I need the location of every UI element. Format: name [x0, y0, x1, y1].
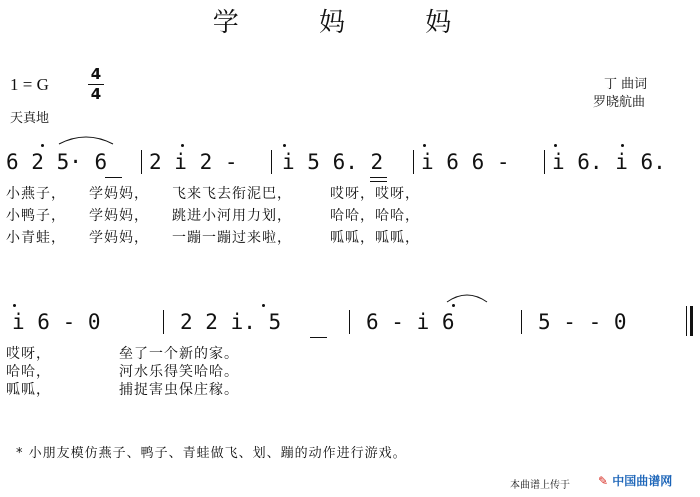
row1-lyric-verse-3: 小青蛙， 学妈妈， 一蹦一蹦过来啦， 呱呱，呱呱， [6, 230, 420, 246]
time-signature [86, 66, 106, 103]
row2-measure-4: 5 - - 0 [538, 310, 627, 334]
row2-lyric-verse-3: 呱呱， 捕捉害虫保庄稼。 [6, 382, 239, 398]
site-logo: ✎ 中国曲谱网 [598, 474, 673, 488]
row1-measure-5: i 6. i 6. [552, 150, 666, 174]
slur-mark [444, 290, 490, 304]
upload-notice: 本曲谱上传于 [510, 480, 570, 491]
row1-measure-4: i 6 6 - [421, 150, 510, 174]
slur-mark [56, 132, 116, 146]
row1-measure-2: 2 i 2 - [149, 150, 238, 174]
row2-measure-2: 2 2 i. 5 [180, 310, 282, 334]
lyricist-credit: 丁 曲词 [604, 77, 648, 92]
song-title: 学 妈 妈 [212, 8, 488, 38]
logo-icon: ✎ [598, 474, 609, 488]
composer-credit: 罗晓航曲 [593, 95, 646, 110]
row2-lyric-verse-2: 哈哈， 河水乐得笑哈哈。 [6, 364, 239, 380]
time-signature-bottom: 4 [90, 85, 102, 103]
tempo-marking: 天真地 [10, 111, 50, 126]
footnote: * 小朋友模仿燕子、鸭子、青蛙做飞、划、蹦的动作进行游戏。 [16, 446, 407, 461]
row2-lyric-verse-1: 哎呀， 垒了一个新的家。 [6, 346, 239, 362]
row1-lyric-verse-2: 小鸭子， 学妈妈， 跳进小河用力划， 哈哈，哈哈， [6, 208, 420, 224]
time-signature-top: 4 [90, 65, 102, 83]
row1-lyric-verse-1: 小燕子， 学妈妈， 飞来飞去衔泥巴， 哎呀，哎呀， [6, 186, 420, 202]
key-signature: 1 = G [10, 75, 49, 94]
row1-measure-3: i 5 6. 2 [282, 150, 384, 174]
row2-measure-1: i 6 - 0 [12, 310, 101, 334]
row1-measure-1: 6 2 5· 6 [6, 150, 108, 174]
row2-measure-3: 6 - i 6 [366, 310, 455, 334]
